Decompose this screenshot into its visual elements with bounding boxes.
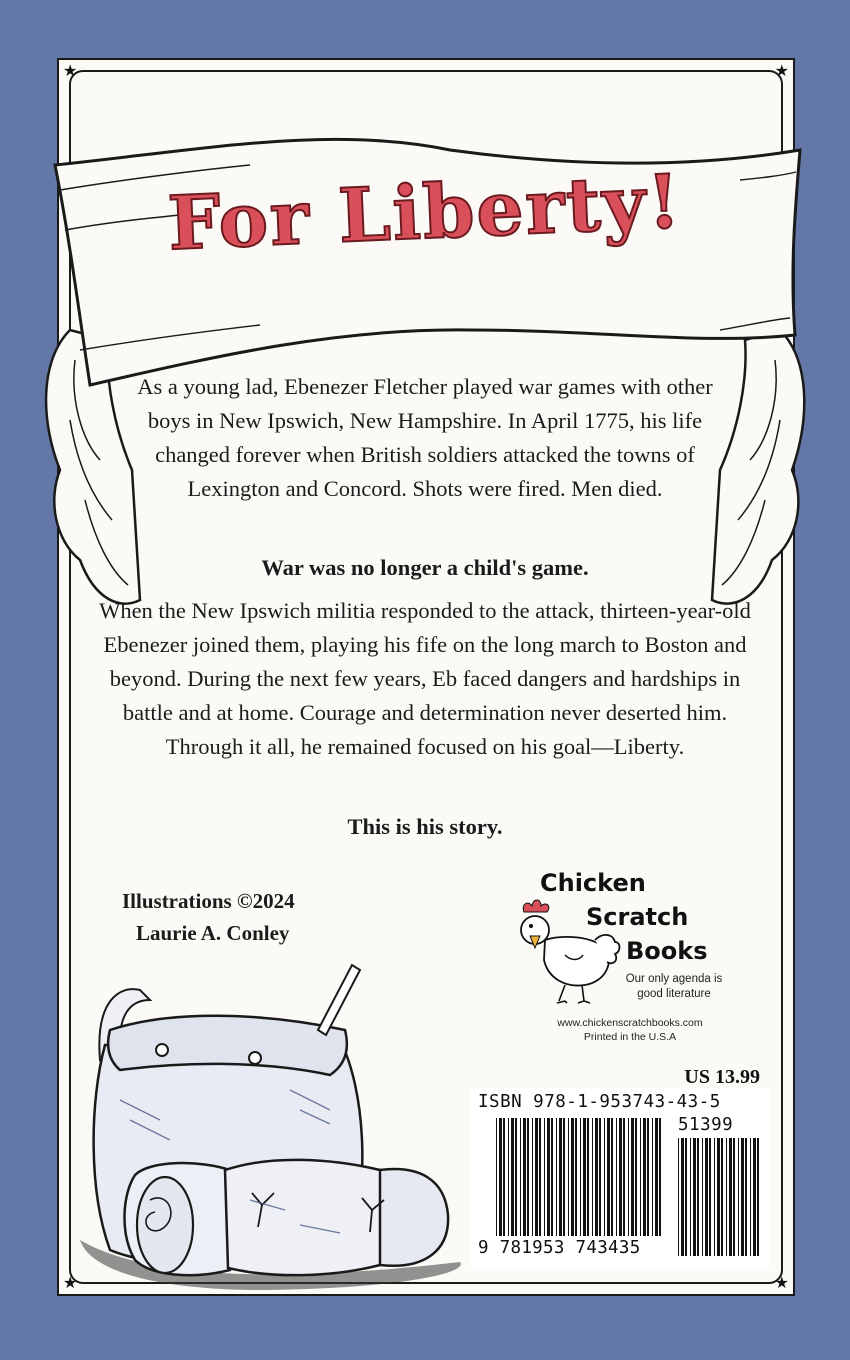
publisher-name-line-1: Chicken (540, 869, 646, 897)
barcode-bar (592, 1118, 593, 1236)
barcode-bar (697, 1138, 699, 1256)
barcode-bar (559, 1118, 562, 1236)
publisher-url: www.chickenscratchbooks.com (557, 1017, 703, 1029)
barcode-addon-number: 51399 (678, 1115, 734, 1135)
corner-star-icon: ★ (774, 61, 789, 80)
barcode-bar (623, 1118, 625, 1236)
barcode-bar (647, 1118, 649, 1236)
barcode-bar (508, 1118, 509, 1236)
credit-line-1: Illustrations ©2024 (122, 889, 295, 913)
barcode-bar (714, 1138, 715, 1256)
barcode-bar (681, 1138, 684, 1256)
barcode-bar (563, 1118, 565, 1236)
barcode-bar (571, 1118, 574, 1236)
blurb-closing: This is his story. (347, 814, 503, 839)
barcode-bar (544, 1118, 545, 1236)
barcode-bar (587, 1118, 589, 1236)
barcode-bar (583, 1118, 586, 1236)
barcode-bar (702, 1138, 703, 1256)
barcode-bar (678, 1138, 679, 1256)
barcode-bar (595, 1118, 598, 1236)
barcode-bar (628, 1118, 629, 1236)
barcode-bar (726, 1138, 727, 1256)
printed-in-label: Printed in the U.S.A (583, 1031, 677, 1043)
barcode-bar (643, 1118, 646, 1236)
barcode-bar (520, 1118, 521, 1236)
barcode-bar (532, 1118, 533, 1236)
barcode-bar (729, 1138, 732, 1256)
barcode-bar (503, 1118, 505, 1236)
barcode-bar (568, 1118, 569, 1236)
credit-line-2: Laurie A. Conley (136, 921, 290, 945)
corner-star-icon: ★ (63, 61, 78, 80)
corner-star-icon: ★ (774, 1273, 789, 1292)
barcode-bar (705, 1138, 708, 1256)
barcode-bar (607, 1118, 610, 1236)
price-label: US 13.99 (684, 1066, 760, 1088)
barcode-bar (511, 1118, 514, 1236)
barcode-bar (659, 1118, 661, 1236)
barcode-bar (539, 1118, 541, 1236)
barcode-bar (750, 1138, 751, 1256)
barcode-bar (738, 1138, 739, 1256)
barcode-bar (551, 1118, 553, 1236)
barcode-bar (499, 1118, 502, 1236)
barcode-bar (693, 1138, 696, 1256)
blurb-body: When the New Ipswich militia responded to the attack, thirteen-year-old Ebenezer joined them, playing his fife on the long march to Boston and beyond. During the next few years, Eb faced dangers and hardships in battle and at home. Courage and determination never deserted him. Through it all, he remained focused on his goal—Liberty. (99, 598, 751, 759)
barcode-bar (721, 1138, 723, 1256)
barcode-bar (527, 1118, 529, 1236)
barcode-bar (599, 1118, 601, 1236)
barcode-bar (611, 1118, 613, 1236)
barcode-bar (709, 1138, 711, 1256)
barcode-bar (496, 1118, 497, 1236)
barcode-bar (652, 1118, 653, 1236)
barcode-bar (717, 1138, 720, 1256)
barcode-bar (616, 1118, 617, 1236)
corner-star-icon: ★ (63, 1273, 78, 1292)
barcode-bar (635, 1118, 637, 1236)
barcode-bar (556, 1118, 557, 1236)
barcode-bar (640, 1118, 641, 1236)
barcode-bar (619, 1118, 622, 1236)
barcode-bar (690, 1138, 691, 1256)
publisher-name-line-2: Scratch (586, 903, 689, 931)
publisher-name-line-3: Books (626, 937, 708, 965)
book-title: For Liberty! (166, 158, 684, 268)
barcode-bar (604, 1118, 605, 1236)
barcode-bar (685, 1138, 687, 1256)
blurb-tagline: War was no longer a child's game. (261, 555, 589, 580)
blurb-intro: As a young lad, Ebenezer Fletcher played war games with other boys in New Ipswich, New Hampshire. In April 1775, his life changed forever when British soldiers attacked the towns of Lexington and Concord. Shots were fired. Men died. (137, 374, 713, 501)
barcode-bar (655, 1118, 658, 1236)
barcode-bar (745, 1138, 747, 1256)
barcode-bar (580, 1118, 581, 1236)
barcode-bar (733, 1138, 735, 1256)
barcode-bar (523, 1118, 526, 1236)
barcode-bar (757, 1138, 759, 1256)
barcode-bar (535, 1118, 538, 1236)
publisher-tagline: Our only agenda is good literature (625, 973, 723, 1000)
barcode-bar (753, 1138, 756, 1256)
barcode-bar (515, 1118, 517, 1236)
isbn-text: ISBN 978-1-953743-43-5 (478, 1092, 721, 1112)
barcode-bar (547, 1118, 550, 1236)
barcode-bar (741, 1138, 744, 1256)
barcode-bar (631, 1118, 634, 1236)
barcode-digits: 9 781953 743435 (478, 1238, 641, 1258)
barcode-bar (575, 1118, 577, 1236)
